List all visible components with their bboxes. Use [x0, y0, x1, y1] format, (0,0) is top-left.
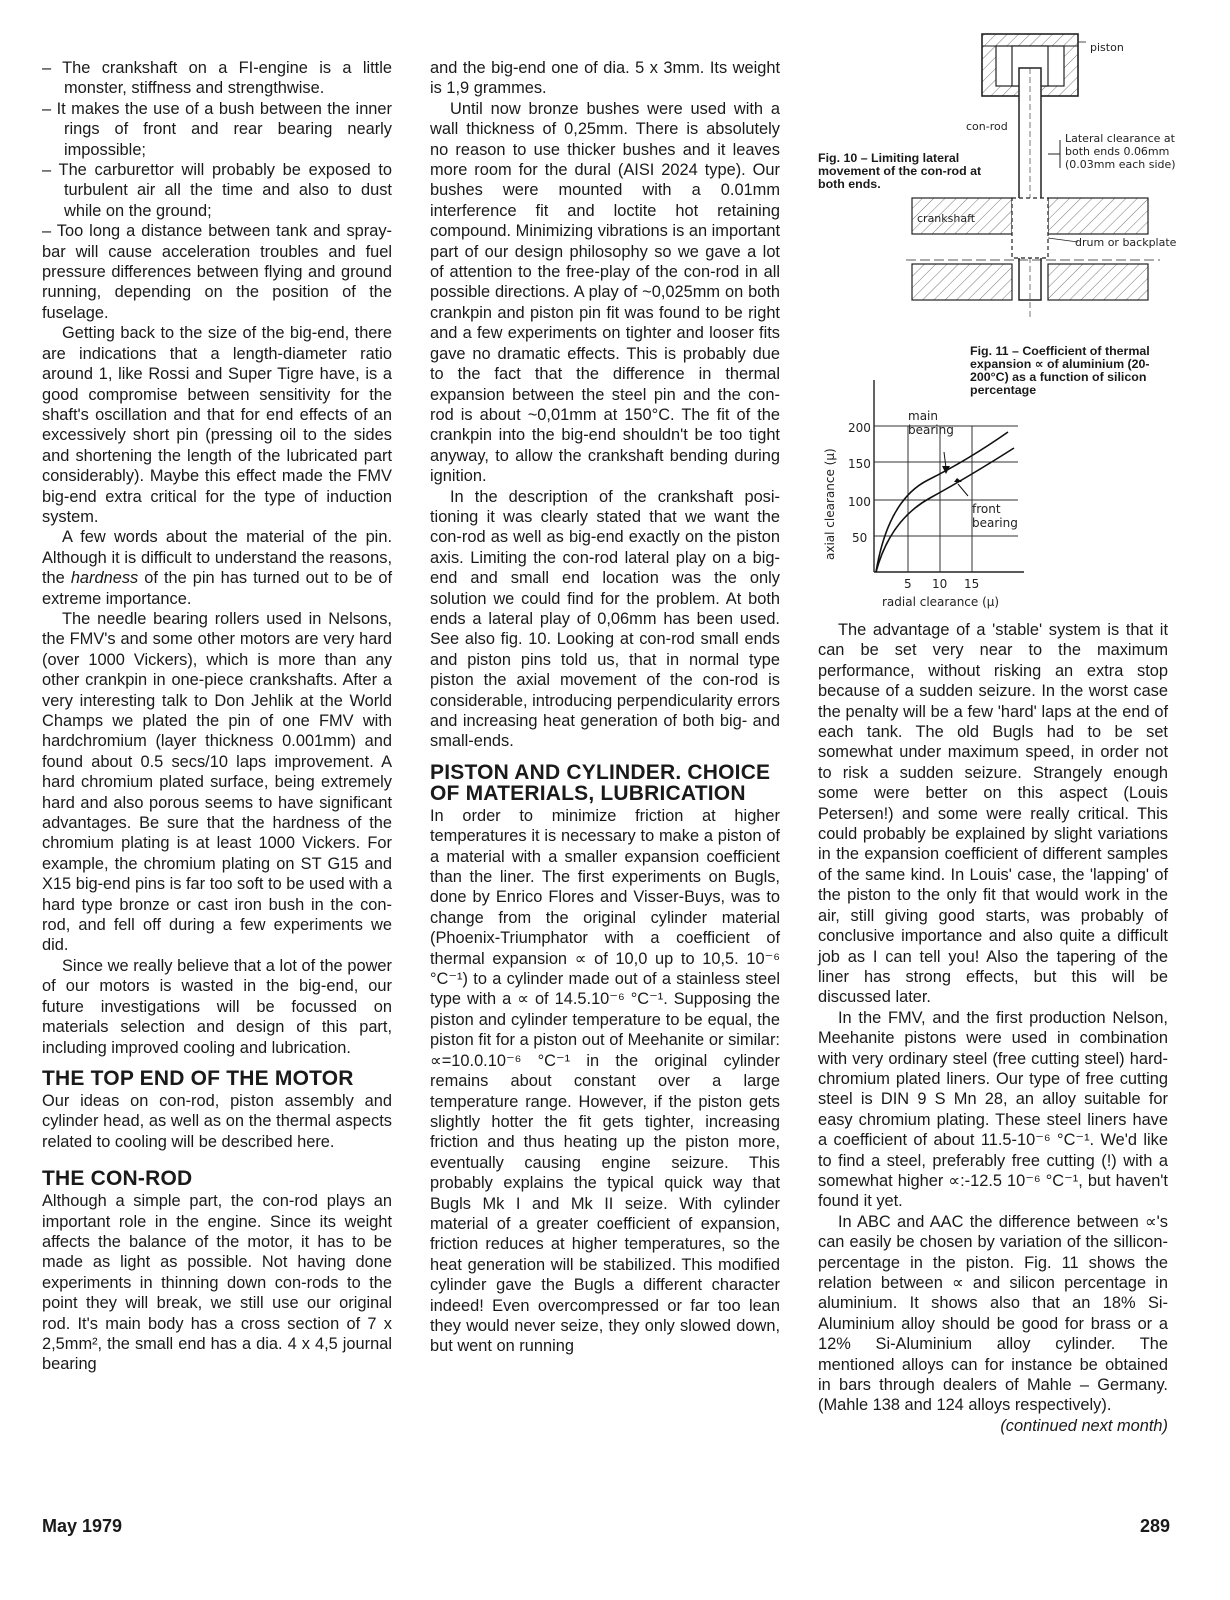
paragraph: – Too long a distance between tank and spray-bar will cause acceleration troubles and fuel pressure differences between flying and ground running, depending on the position of the fuselage. [42, 222, 392, 322]
paragraph: Our ideas on con-rod, piston assembly and cylinder head, as well as on the thermal aspects related to cooling will be described here. [42, 1091, 392, 1151]
paragraph: Getting back to the size of the big-end, there are indications that a length-diameter ratio around 1, like Rossi and Super Tigre have, is a good compromise between sensitivity for the shaft's oscillation and that for end effects of an excessively short pin (pressing oil to the sides and shortening the length of the lubricated part considerably). Maybe this effect made the FMV big-end extra critical for the type of induction system. [42, 324, 392, 526]
section-heading-con-rod: THE CON-ROD [42, 1167, 193, 1191]
paragraph: In order to minimize friction at higher temperatures it is necessary to make a piston of a material with a smaller expansion coefficient than the liner. The first experiments on Bugls, done by Enrico Flores and Visser-Buys, was to change from the original cylinder material (Phoenix-Triumphator with a coefficient of thermal expansion ∝ of 10,0 up to 10,5. 10⁻⁶ °C⁻¹) to a cylinder made out of a stainless steel type with a ∝ of 14.5.10⁻⁶ °C⁻¹. Supposing the piston and cylinder temperature to be equal, the piston fit for a piston out of Meehanite or similar: ∝=10.0.10⁻⁶ °C⁻¹ in the original cylinder remains about constant over a large temperature range. However, if the piston gets slightly hotter the fit gets tighter, increasing friction and thus heating up the piston more, eventually causing engine seizure. This probably explains the typical quick way that Bugls Mk I and Mk II seize. With cylinder material of a greater coefficient of expansion, friction reduces at higher temperatures, so the heat generation will be stabilized. This modified cylinder gave the Bugls a different character indeed! Even overcompressed or far too lean they would never seize, they only slowed down, but went on running [430, 806, 780, 1356]
section-heading-piston: PISTON AND CYLINDER. CHOICE OF MATERIALS, LUBRICATION [430, 760, 771, 805]
fig10-caption: Fig. 10 – Limiting lateral movement of the con-rod at both ends. [818, 151, 982, 191]
y-tick: 150 [848, 457, 871, 471]
continued-note: (continued next month) [1000, 1416, 1168, 1435]
paragraph: and the big-end one of dia. 5 x 3mm. Its weight is 1,9 grammes. [430, 59, 780, 98]
label-con-rod: con-rod [966, 120, 1008, 133]
x-tick: 5 [904, 577, 912, 591]
y-axis-label: axial clearance (μ) [823, 448, 837, 560]
y-tick: 200 [848, 421, 871, 435]
emphasis: hardness [70, 569, 139, 588]
bullet-item: – The carburettor will probably be exposed to turbulent air all the time and also to dust while on the ground; [42, 161, 392, 220]
x-tick: 15 [964, 577, 980, 591]
column-2 [430, 58, 780, 1357]
x-axis-label: radial clearance (μ) [882, 595, 1000, 609]
fig10-diagram [900, 28, 1200, 328]
paragraph: Until now bronze bushes were used with a wall thickness of 0,25mm. There is absolutely no reason to use thicker bushes and it leaves more room for the dural (AISI 2024 type). Our bushes were mounted with a 0.01mm interference fit and loctite hot retaining compound. Minimizing vibrations is an important part of our design philosophy so we gave a lot of attention to the free-play of the con-rod in all possible directions. A play of ~0,025mm on both crankpin and piston pin fit was found to be right and a few experiments on tighter and looser fits gave no dramatic effects. This is probably due to the fact that the difference in thermal expansion between the steel pin and the con-rod is about ~0,01mm at 150°C. The fit of the crankpin into the big-end shouldn't be too tight anyway, to allow the crankshaft bending during ignition. [430, 99, 780, 486]
label-clearance: Lateral clearance at both ends 0.06mm (0.03mm each side) [1065, 132, 1176, 171]
fig11-graph [818, 370, 1038, 600]
x-tick: 10 [932, 577, 948, 591]
label-main-bearing: main bearing [908, 409, 954, 437]
paragraph: Since we really believe that a lot of the power of our motors is wasted in the big-end, our future investigations will be focussed on materials selection and design of this part, including improved cooling and lubrication. [42, 956, 392, 1057]
label-crankshaft: crankshaft [917, 212, 976, 225]
y-tick: 50 [852, 531, 868, 545]
section-heading-top-end: THE TOP END OF THE MOTOR [42, 1066, 354, 1090]
paragraph: The needle bearing rollers used in Nelsons, the FMV's and some other motors are very hard (over 1000 Vickers), which is more than any other crankpin in one-piece crankshafts. After a very interesting talk to Don Jehlik at the World Champs we plated the pin of one FMV with hardchromium (layer thickness 0.001mm) and found about 0.5 secs/10 laps improvement. A hard chromium plated surface, being extremely hard and also porous seems to have significant advantages. Be sure that the hardness of the chromium plating is at least 1000 Vickers. For example, the chromium plating on ST G15 and X15 big-end pins is far too soft to be used with a hard type bronze or cast iron bush in the con-rod, and fell off during a few experiments we did. [42, 609, 392, 955]
footer-date: May 1979 [42, 1516, 123, 1536]
drum-shape [912, 264, 1012, 300]
paragraph: Although a simple part, the con-rod plays an important role in the engine. Since its weight affects the balance of the motor, it has to be made as light as possible. Not having done experiments in thinning down con-rods to the point they will break, we still use our original rod. It's main body has a cross section of 7 x 2,5mm², the small end has a dia. 4 x 4,5 journal bearing [42, 1192, 392, 1374]
label-drum: drum or backplate [1075, 236, 1177, 249]
paragraph [42, 527, 392, 609]
text-run: of the pin has turned out to be of extreme importance. [42, 569, 392, 608]
paragraph: In ABC and AAC the difference between ∝'s can easily be chosen by variation of the sillicon-percentage in the piston. Fig. 11 shows the relation between ∝ and silicon percentage in aluminium. It shows also that an 18% Si-Aluminium alloy should be good for brass or a 12% Si-Aluminium alloy cylinder. The mentioned alloys can for instance be obtained in bars through dealers of Mahle – Germany. (Mahle 138 and 124 alloys respectively). [818, 1212, 1168, 1415]
page-number: 289 [1140, 1516, 1171, 1536]
paragraph: In the FMV, and the first production Nelson, Meehanite pistons were used in combination with very ordinary steel (free cutting steel) hard-chromium plated liners. Our type of free cutting steel is DIN 9 S Mn 28, an alloy suitable for easy chromium plating. These steel liners have a coefficient of about 11.5-10⁻⁶ °C⁻¹. We'd like to find a steel, preferably free cutting (!) with a somewhat higher ∝:-12.5 10⁻⁶ °C⁻¹, but haven't found it yet. [818, 1008, 1168, 1211]
label-front-bearing: front bearing [972, 502, 1018, 530]
text-run: A few words about the material of the pin. Although it is difficult to understand the reasons, the [42, 528, 392, 588]
bullet-item: – It makes the use of a bush between the inner rings of front and rear bearing nearly impossible; [42, 99, 392, 159]
paragraph: The advantage of a 'stable' system is that it can be set very near to the maximum performance, without risking an extra stop because of a sudden seizure. In the worst case the penalty will be a few 'hard' laps at the end of each tank. The old Bugls had to be set somewhat under maximum speed, in order not to risk a sudden seizure. Strangely enough some were better on this aspect (Louis Petersen!) and some were really critical. This could probably be explained by slight variations in the expansion coefficient of different samples of the same kind. In Louis' case, the 'lapping' of the piston to the only fit that would work in the air, still giving good starts, was probably of conclusive importance and also quite a difficult job as I can tell you! Also the tapering of the liner has strong effects, but this will be discussed later. [818, 621, 1168, 1007]
bullet-item: – The crankshaft on a FI-engine is a little monster, stiffness and strengthwise. [42, 59, 392, 98]
column-1 [42, 58, 392, 1375]
column-3 [818, 620, 1168, 1436]
con-rod-shape [1019, 68, 1041, 300]
y-tick: 100 [848, 495, 871, 509]
paragraph: In the description of the crankshaft positioning it was clearly stated that we want the con-rod as well as big-end exactly on the piston axis. Limiting the con-rod lateral play on a big-end and small end location was the only solution we could find for the problem. At both ends a lateral play of 0,06mm has been used. See also fig. 10. Looking at con-rod small ends and piston pins told us, that in normal type piston the axial movement of the con-rod is considerable, introducing perpendicularity errors and increasing heat generation of both big- and small-ends. [430, 487, 780, 751]
fig11-caption: Fig. 11 – Coefficient of thermal expansion ∝ of aluminium (20-200°C) as a function of silicon percentage [970, 344, 1150, 397]
label-piston: piston [1090, 41, 1124, 54]
